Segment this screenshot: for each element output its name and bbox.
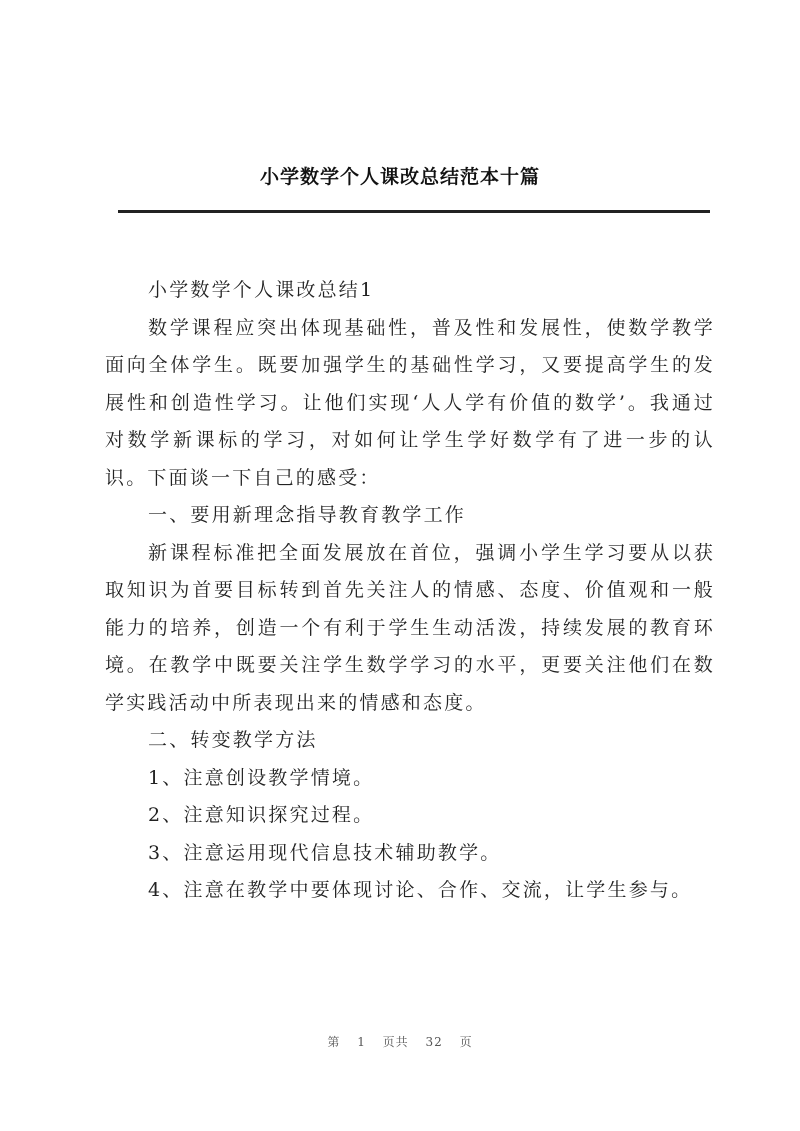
list-item: 4、注意在教学中要体现讨论、合作、交流，让学生参与。 — [148, 879, 693, 901]
list-item: 1、注意创设教学情境。 — [148, 766, 375, 789]
subheading: 一、要用新理念指导教育教学工作 — [148, 504, 467, 526]
footer-label-ye-gong: 页共 — [382, 1035, 409, 1049]
footer-total-pages: 32 — [425, 1035, 443, 1049]
list-item: 2、注意知识探究过程。 — [148, 804, 375, 826]
title-underline — [118, 210, 710, 213]
page-footer — [0, 1033, 800, 1050]
document-body — [105, 272, 715, 910]
footer-label-di: 第 — [327, 1035, 341, 1049]
body-paragraph: 新课程标准把全面发展放在首位，强调小学生学习要从以获取知识为首要目标转到首先关注人的情感、态度、价值观和一般能力的培养，创造一个有利于学生生动活泼，持续发展的教育环境。在教学中既要关注学生数学学习的水平，更要关注他们在数学实践活动中所表现出来的情感和态度。 — [105, 541, 715, 714]
body-paragraph: 数学课程应突出体现基础性，普及性和发展性，使数学教学面向全体学生。既要加强学生的基础性学习，又要提高学生的发展性和创造性学习。让他们实现‘人人学有价值的数学’。我通过对数学新课标的学习，对如何让学生学好数学有了进一步的认识。下面谈一下自己的感受： — [105, 316, 715, 489]
footer-page-number: 1 — [357, 1035, 366, 1049]
list-item: 3、注意运用现代信息技术辅助教学。 — [148, 841, 502, 864]
section-heading: 小学数学个人课改总结1 — [148, 279, 375, 301]
subheading: 二、转变教学方法 — [148, 729, 318, 751]
document-title: 小学数学个人课改总结范本十篇 — [259, 166, 540, 188]
footer-label-ye: 页 — [459, 1035, 473, 1049]
